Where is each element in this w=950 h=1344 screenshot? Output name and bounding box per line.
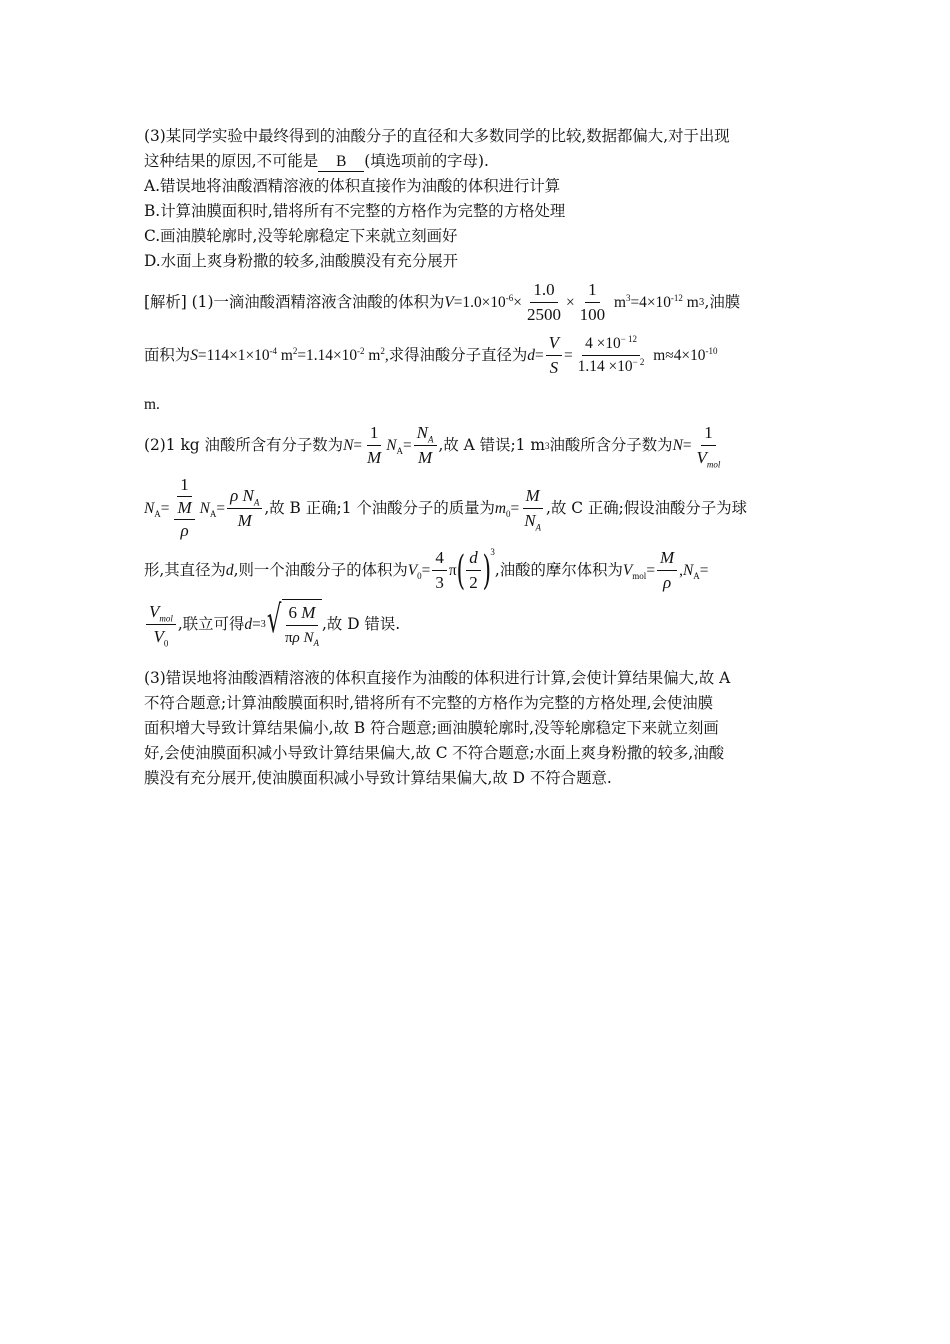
- analysis-2-text-g: ,则一个油酸分子的体积为: [233, 561, 408, 579]
- analysis-2-line-4: $\frac{V_{mol}}{V_0}$ ,联立可得 d= 3 √ $\frac{6 M}{\pi\rho N_A}$ ,故 D 错误.: [144, 599, 806, 650]
- analysis-2-line-3: 形,其直径为 d ,则一个油酸分子的体积为 $V_0=$ $\frac{4}{3}$ π ( $\frac{d}{2}$ ) 3 ,油酸的摩尔体积为 $V_{mol}=$ $\frac{M}{\rho}$ $,N_A=$: [144, 547, 709, 594]
- question-stem-suffix: (填选项前的字母).: [364, 152, 489, 170]
- fraction-1-over-2500: $\frac{1.0}{2500}$: [526, 280, 561, 324]
- analysis-3-line-4: 好,会使油膜面积减小导致计算结果偏大,故 C 不符合题意;水面上爽身粉撒的较多,油酸: [144, 744, 725, 762]
- analysis-3-line-2: 不符合题意;计算油酸膜面积时,错将所有不完整的方格作为完整的方格处理,会使油膜: [144, 694, 714, 712]
- fraction-1-over-m-over-rho: $\frac{1}{\frac{M}{\rho}}$: [171, 474, 197, 542]
- analysis-1-text-e: 求得油酸分子直径为: [388, 346, 528, 364]
- fraction-1-over-100: $\frac{1}{100}$: [579, 280, 606, 324]
- analysis-2-text-h: ,油酸的摩尔体积为: [494, 561, 623, 579]
- question-stem-line-1: (3)某同学实验中最终得到的油酸分子的直径和大多数同学的比较,数据都偏大,对于出现: [144, 127, 730, 145]
- analysis-1-line-1: [解析] (1)一滴油酸酒精溶液含油酸的体积为 $V=1.0\times 10^{-6}\times$ $\frac{1.0}{2500}$ × $\frac{1}{100}$ $m^3=4\times 10^{-12}$ m 3 ,油膜: [144, 278, 806, 327]
- analysis-3-line-1: (3)错误地将油酸酒精溶液的体积直接作为油酸的体积进行计算,会使计算结果偏大,故 A: [144, 669, 731, 687]
- analysis-2-text-j: ,故 D 错误.: [322, 615, 401, 633]
- analysis-3-line-3: 面积增大导致计算结果偏小,故 B 符合题意;画油膜轮廓时,没等轮廓稳定下来就立刻画: [144, 719, 719, 737]
- analysis-2-text-a: (2)1 kg 油酸所含有分子数为: [144, 436, 344, 454]
- option-d: D.水面上爽身粉撒的较多,油酸膜没有充分展开: [144, 252, 458, 270]
- analysis-3-line-5: 膜没有充分展开,使油膜面积减小导致计算结果偏大,故 D 不符合题意.: [144, 769, 612, 787]
- analysis-2-text-c: 油酸所含分子数为: [549, 436, 673, 454]
- fraction-diameter-value: $\frac{4 \times 10^{- 12}}{1.14 \times 10^{- 2}}$: [577, 333, 645, 375]
- fraction-4-over-3: $\frac{4}{3}$: [432, 546, 447, 595]
- analysis-2-text-e: ,故 C 正确;假设油酸分子为球: [546, 498, 747, 517]
- answer-blank: B: [318, 153, 364, 172]
- fraction-na-over-m: $\frac{N_A}{M}$: [414, 421, 437, 470]
- fraction-1-over-m: $\frac{1}{M}$: [367, 423, 382, 467]
- analysis-1-text-c: ,油膜: [704, 293, 741, 311]
- option-b: B.计算油膜面积时,错将所有不完整的方格作为完整的方格处理: [144, 202, 566, 220]
- formula-diameter: d=: [527, 347, 544, 364]
- option-a: A.错误地将油酸酒精溶液的体积直接作为油酸的体积进行计算: [144, 177, 561, 195]
- question-stem-prefix: 这种结果的原因,不可能是: [144, 152, 319, 170]
- analysis-2-text-d: ,故 B 正确;1 个油酸分子的质量为: [264, 498, 495, 517]
- document-page: [144, 124, 806, 791]
- analysis-2-text-i: ,联立可得: [177, 615, 245, 633]
- formula-volume: $V=1.0\times 10^{-6}\times$: [444, 292, 522, 311]
- fraction-v-over-s: $\frac{V}{S}$: [546, 331, 562, 380]
- option-c: C.画油膜轮廓时,没等轮廓稳定下来就立刻画好: [144, 227, 458, 245]
- fraction-rho-na-over-m: $\frac{\rho N_A}{M}$: [227, 484, 262, 533]
- fraction-m-over-rho: $\frac{M}{\rho}$: [657, 546, 677, 595]
- formula-area: $S=114\times 1\times 10^{-4}$ $m^2=1.14\times 10^{-2}$ $m^2$,: [190, 345, 389, 364]
- analysis-1-line-2: 面积为 $S=114\times 1\times 10^{-4}$ $m^2=1.14\times 10^{-2}$ $m^2$, 求得油酸分子直径为 d= $\frac{V}{S}$ = $\frac{4 \times 10^{- 12}}{1.14 \times 10^{- 2}}$ $m\approx 4\times 10^{-10}$: [144, 331, 806, 380]
- analysis-2-text-f: 形,其直径为: [144, 561, 226, 579]
- analysis-2-text-b: ,故 A 错误;1 m: [438, 436, 545, 454]
- analysis-2-line-2: $N_A=$ $\frac{1}{\frac{M}{\rho}}$ $N_A=$ $\frac{\rho N_A}{M}$ ,故 B 正确;1 个油酸分子的质量为 $m_0=$ $\frac{M}{N_A}$ ,故 C 正确;假设油酸分子为球: [144, 475, 747, 540]
- analysis-1-text-d: 面积为: [144, 346, 191, 364]
- analysis-1-text-a: [解析] (1)一滴油酸酒精溶液含油酸的体积为: [144, 293, 445, 311]
- fraction-m-over-na: $\frac{M}{N_A}$: [524, 485, 542, 532]
- cube-root-formula: 3 √ $\frac{6 M}{\pi\rho N_A}$: [261, 599, 322, 650]
- unit-m: m: [686, 294, 699, 311]
- fraction-d-over-2: $\frac{d}{2}$: [466, 546, 481, 595]
- question-stem-line-2: [144, 149, 806, 174]
- fraction-vmol-over-v0: $\frac{V_{mol}}{V_0}$: [146, 600, 176, 649]
- analysis-1-line-3: m.: [144, 396, 160, 413]
- fraction-1-over-vmol: $\frac{1}{V_{mol}}$: [696, 423, 721, 470]
- analysis-2-line-1: (2)1 kg 油酸所含有分子数为 N= $\frac{1}{M}$ $N_A=$ $\frac{N_A}{M}$ ,故 A 错误;1 m 3 油酸所含分子数为 N= $\frac{1}{V_{mol}}$: [144, 421, 806, 470]
